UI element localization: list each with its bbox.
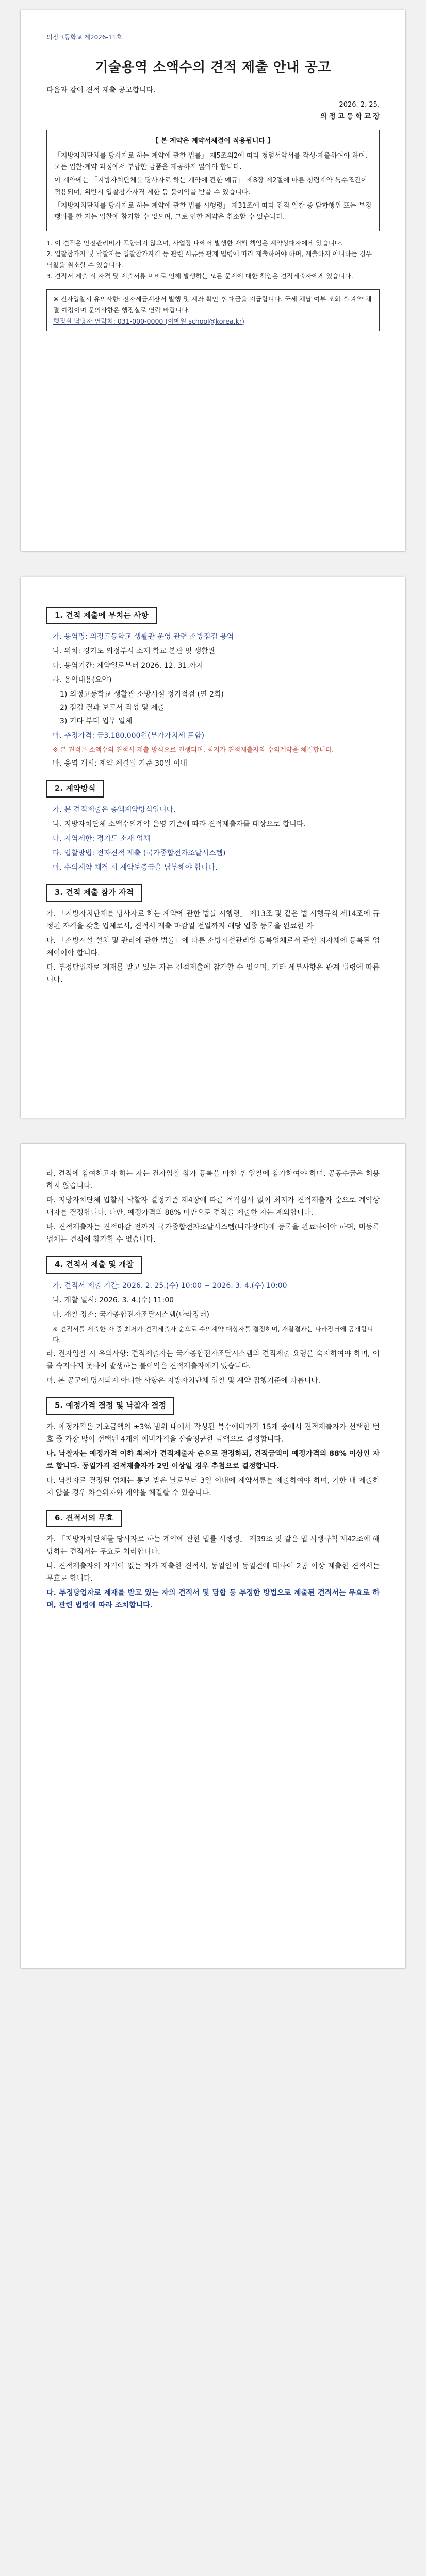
section-item: 가. 견적서 제출 기간: 2026. 2. 25.(수) 10:00 ~ 2026. 3. 4.(수) 10:00	[53, 1282, 287, 1291]
section-item: 라. 용역내용(요약)	[53, 676, 112, 685]
section-item: 다. 용역기간: 계약일로부터 2026. 12. 31.까지	[53, 661, 203, 670]
section-paragraph: 가. 예정가격은 기초금액의 ±3% 범위 내에서 작성된 복수예비가격 15개 중에서 견적제출자가 선택한 번호 중 가장 많이 선택된 4개의 예비가격을 산술평균한 금액으로 결정합니다.	[46, 1422, 380, 1444]
budget-note: ※ 본 견적은 소액수의 견적서 제출 방식으로 진행되며, 최저가 견적제출자와 수의계약을 체결합니다.	[53, 745, 334, 754]
section-heading: 1. 견적 제출에 부치는 사항	[46, 607, 157, 624]
section-subitem: 2) 점검 결과 보고서 작성 및 제출	[60, 704, 165, 713]
document-page-2	[21, 577, 405, 1118]
document-code: 의정고등학교 제2026-11호	[46, 33, 122, 41]
section-item: 나. 지방자치단체 소액수의계약 운영 기준에 따라 견적제출자를 대상으로 합니다.	[53, 820, 306, 828]
section-paragraph: 바. 견적제출자는 견적마감 전까지 국가종합전자조달시스템(나라장터)에 등록을 완료하여야 하며, 미등록 업체는 견적에 참가할 수 없습니다.	[46, 1223, 380, 1244]
section-subitem: 1) 의정고등학교 생활관 소방시설 정기점검 (연 2회)	[60, 690, 224, 699]
intro-note: 1. 이 견적은 안전관리비가 포함되지 않으며, 사업장 내에서 발생한 재해 책임은 계약상대자에게 있습니다.	[46, 239, 343, 247]
section-item: 바. 용역 개시: 계약 체결일 기준 30일 이내	[53, 759, 187, 768]
section-paragraph: 라. 견적에 참여하고자 하는 자는 전자입찰 참가 등록을 마친 후 입찰에 참가하여야 하며, 공동수급은 허용하지 않습니다.	[46, 1170, 380, 1191]
section-item: 다. 개찰 장소: 국가종합전자조달시스템(나라장터)	[53, 1311, 209, 1319]
document-page-3	[21, 1144, 405, 1968]
notice-heading: 【 본 계약은 계약서체결이 적용됩니다 】	[152, 137, 274, 145]
section-heading: 6. 견적서의 무효	[46, 1510, 122, 1527]
document-date: 2026. 2. 25.	[339, 101, 380, 109]
contact-link[interactable]: 행정실 담당자 연락처: 031-000-0000 (이메일 school@korea.kr)	[53, 317, 244, 325]
section-paragraph: 가. 「지방자치단체를 당사자로 하는 계약에 관한 법률 시행령」 제13조 및 같은 법 시행규칙 제14조에 규정된 자격을 갖춘 업체로서, 견적서 제출 마감일 전일까지 해당 업종 등록을 완료한 자	[46, 909, 380, 931]
section-paragraph: 나. 낙찰자는 예정가격 이하 최저가 견적제출자 순으로 결정하되, 견적금액이 예정가격의 88% 이상인 자로 합니다. 동일가격 견적제출자가 2인 이상일 경우 추첨으로 결정합니다.	[46, 1449, 380, 1470]
contract-notice-box	[46, 130, 380, 231]
section-item: 나. 개찰 일시: 2026. 3. 4.(수) 11:00	[53, 1296, 174, 1305]
section-paragraph: 다. 낙찰자로 결정된 업체는 통보 받은 날로부터 3일 이내에 계약서류를 제출하여야 하며, 기한 내 제출하지 않을 경우 차순위자와 계약을 체결할 수 있습니다.	[46, 1476, 380, 1497]
section-paragraph: 다. 부정당업자로 제재를 받고 있는 자는 견적제출에 참가할 수 없으며, 기타 세부사항은 관계 법령에 따릅니다.	[46, 963, 380, 985]
section-paragraph: 나. 견적제출자의 자격이 없는 자가 제출한 견적서, 동일인이 동일건에 대하여 2통 이상 제출한 견적서는 무효로 합니다.	[46, 1562, 380, 1583]
intro-note: 3. 견적서 제출 시 자격 및 제출서류 미비로 인해 발생하는 모든 문제에 대한 책임은 견적제출자에게 있습니다.	[46, 272, 353, 280]
section-item: 가. 본 견적제출은 총액계약방식입니다.	[53, 805, 176, 814]
tax-notice-text: ※ 전자입찰시 유의사항: 전자세금계산서 발행 및 계좌 확인 후 대금을 지급합니다. 국세 체납 여부 조회 후 계약 체결 예정이며 문의사항은 행정실로 연락 바랍니다.	[53, 295, 372, 314]
section-item: 라. 입찰방법: 전자견적 제출 (국가종합전자조달시스템)	[53, 849, 226, 858]
section-paragraph: 마. 지방자치단체 입찰시 낙찰자 결정기준 제4장에 따른 적격심사 없이 최저가 견적제출자 순으로 계약상대자를 결정합니다. 다만, 예정가격의 88% 미만으로 견적을 제출한 자는 제외합니다.	[46, 1196, 380, 1217]
notice-item: 「지방자치단체를 당사자로 하는 계약에 관한 법률 시행령」 제31조에 따라 견적 입찰 중 담합행위 또는 부정행위를 한 자는 입찰에 참가할 수 없으며, 그로 인한 계약은 취소할 수 있습니다.	[54, 201, 372, 222]
tax-notice-box	[46, 289, 380, 332]
section-heading: 3. 견적 제출 참가 자격	[46, 884, 142, 902]
intro-note: 2. 입찰참가자 및 낙찰자는 입찰참가자격 등 관련 서류를 관계 법령에 따라 제출하여야 하며, 제출하지 아니하는 경우 낙찰을 취소할 수 있습니다.	[46, 250, 372, 269]
document-title: 기술용역 소액수의 견적 제출 안내 공고	[95, 59, 331, 75]
notice-item: 「지방자치단체를 당사자로 하는 계약에 관한 법률」 제5조의2에 따라 청렴서약서를 작성·제출하여야 하며, 모든 입찰·계약 과정에서 부당한 금품을 제공하지 않아야 합니다.	[54, 151, 368, 171]
section-paragraph: 라. 전자입찰 시 유의사항: 견적제출자는 국가종합전자조달시스템의 견적제출 요령을 숙지하여야 하며, 이를 숙지하지 못하여 발생하는 불이익은 견적제출자에게 있습니다.	[46, 1349, 380, 1370]
intro-text: 다음과 같이 견적 제출 공고합니다.	[46, 86, 156, 95]
section-item: 마. 수의계약 체결 시 계약보증금을 납부해야 합니다.	[53, 863, 218, 872]
section-item: 다. 지역제한: 경기도 소재 업체	[53, 834, 151, 843]
section-heading: 5. 예정가격 결정 및 낙찰자 결정	[46, 1397, 174, 1415]
section-heading: 4. 견적서 제출 및 개찰	[46, 1256, 142, 1274]
school-name: 의 정 고 등 학 교 장	[320, 112, 380, 121]
section-subitem: 3) 기타 부대 업무 일체	[60, 717, 133, 726]
budget-line: 마. 추정가격: 금3,180,000원(부가가치세 포함)	[53, 732, 205, 740]
section-paragraph: 마. 본 공고에 명시되지 아니한 사항은 지방자치단체 입찰 및 계약 집행기준에 따릅니다.	[46, 1376, 321, 1385]
section-item: 가. 용역명: 의정고등학교 생활관 운영 관련 소방점검 용역	[53, 632, 234, 641]
notice-item: 이 계약에는 「지방자치단체를 당사자로 하는 계약에 관한 예규」 제8장 제2절에 따른 청렴계약 특수조건이 적용되며, 위반시 입찰참가자격 제한 등 불이익을 받을 수 있습니다.	[54, 177, 368, 196]
section-note: ※ 견적서를 제출한 자 중 최저가 견적제출자 순으로 수의계약 대상자를 결정하며, 개찰결과는 나라장터에 공개합니다.	[53, 1325, 373, 1344]
document-page-1	[21, 10, 405, 551]
section-item: 나. 위치: 경기도 의정부시 소재 학교 본관 및 생활관	[53, 647, 216, 655]
section-paragraph: 다. 부정당업자로 제재를 받고 있는 자의 견적서 및 담합 등 부정한 방법으로 제출된 견적서는 무효로 하며, 관련 법령에 따라 조치합니다.	[46, 1589, 380, 1610]
section-heading: 2. 계약방식	[46, 780, 104, 798]
section-paragraph: 나. 「소방시설 설치 및 관리에 관한 법률」에 따른 소방시설관리업 등록업체로서 관할 지자체에 등록된 업체이어야 합니다.	[46, 937, 380, 958]
section-paragraph: 가. 「지방자치단체를 당사자로 하는 계약에 관한 법률 시행령」 제39조 및 같은 법 시행규칙 제42조에 해당하는 견적서는 무효로 처리합니다.	[46, 1535, 380, 1556]
